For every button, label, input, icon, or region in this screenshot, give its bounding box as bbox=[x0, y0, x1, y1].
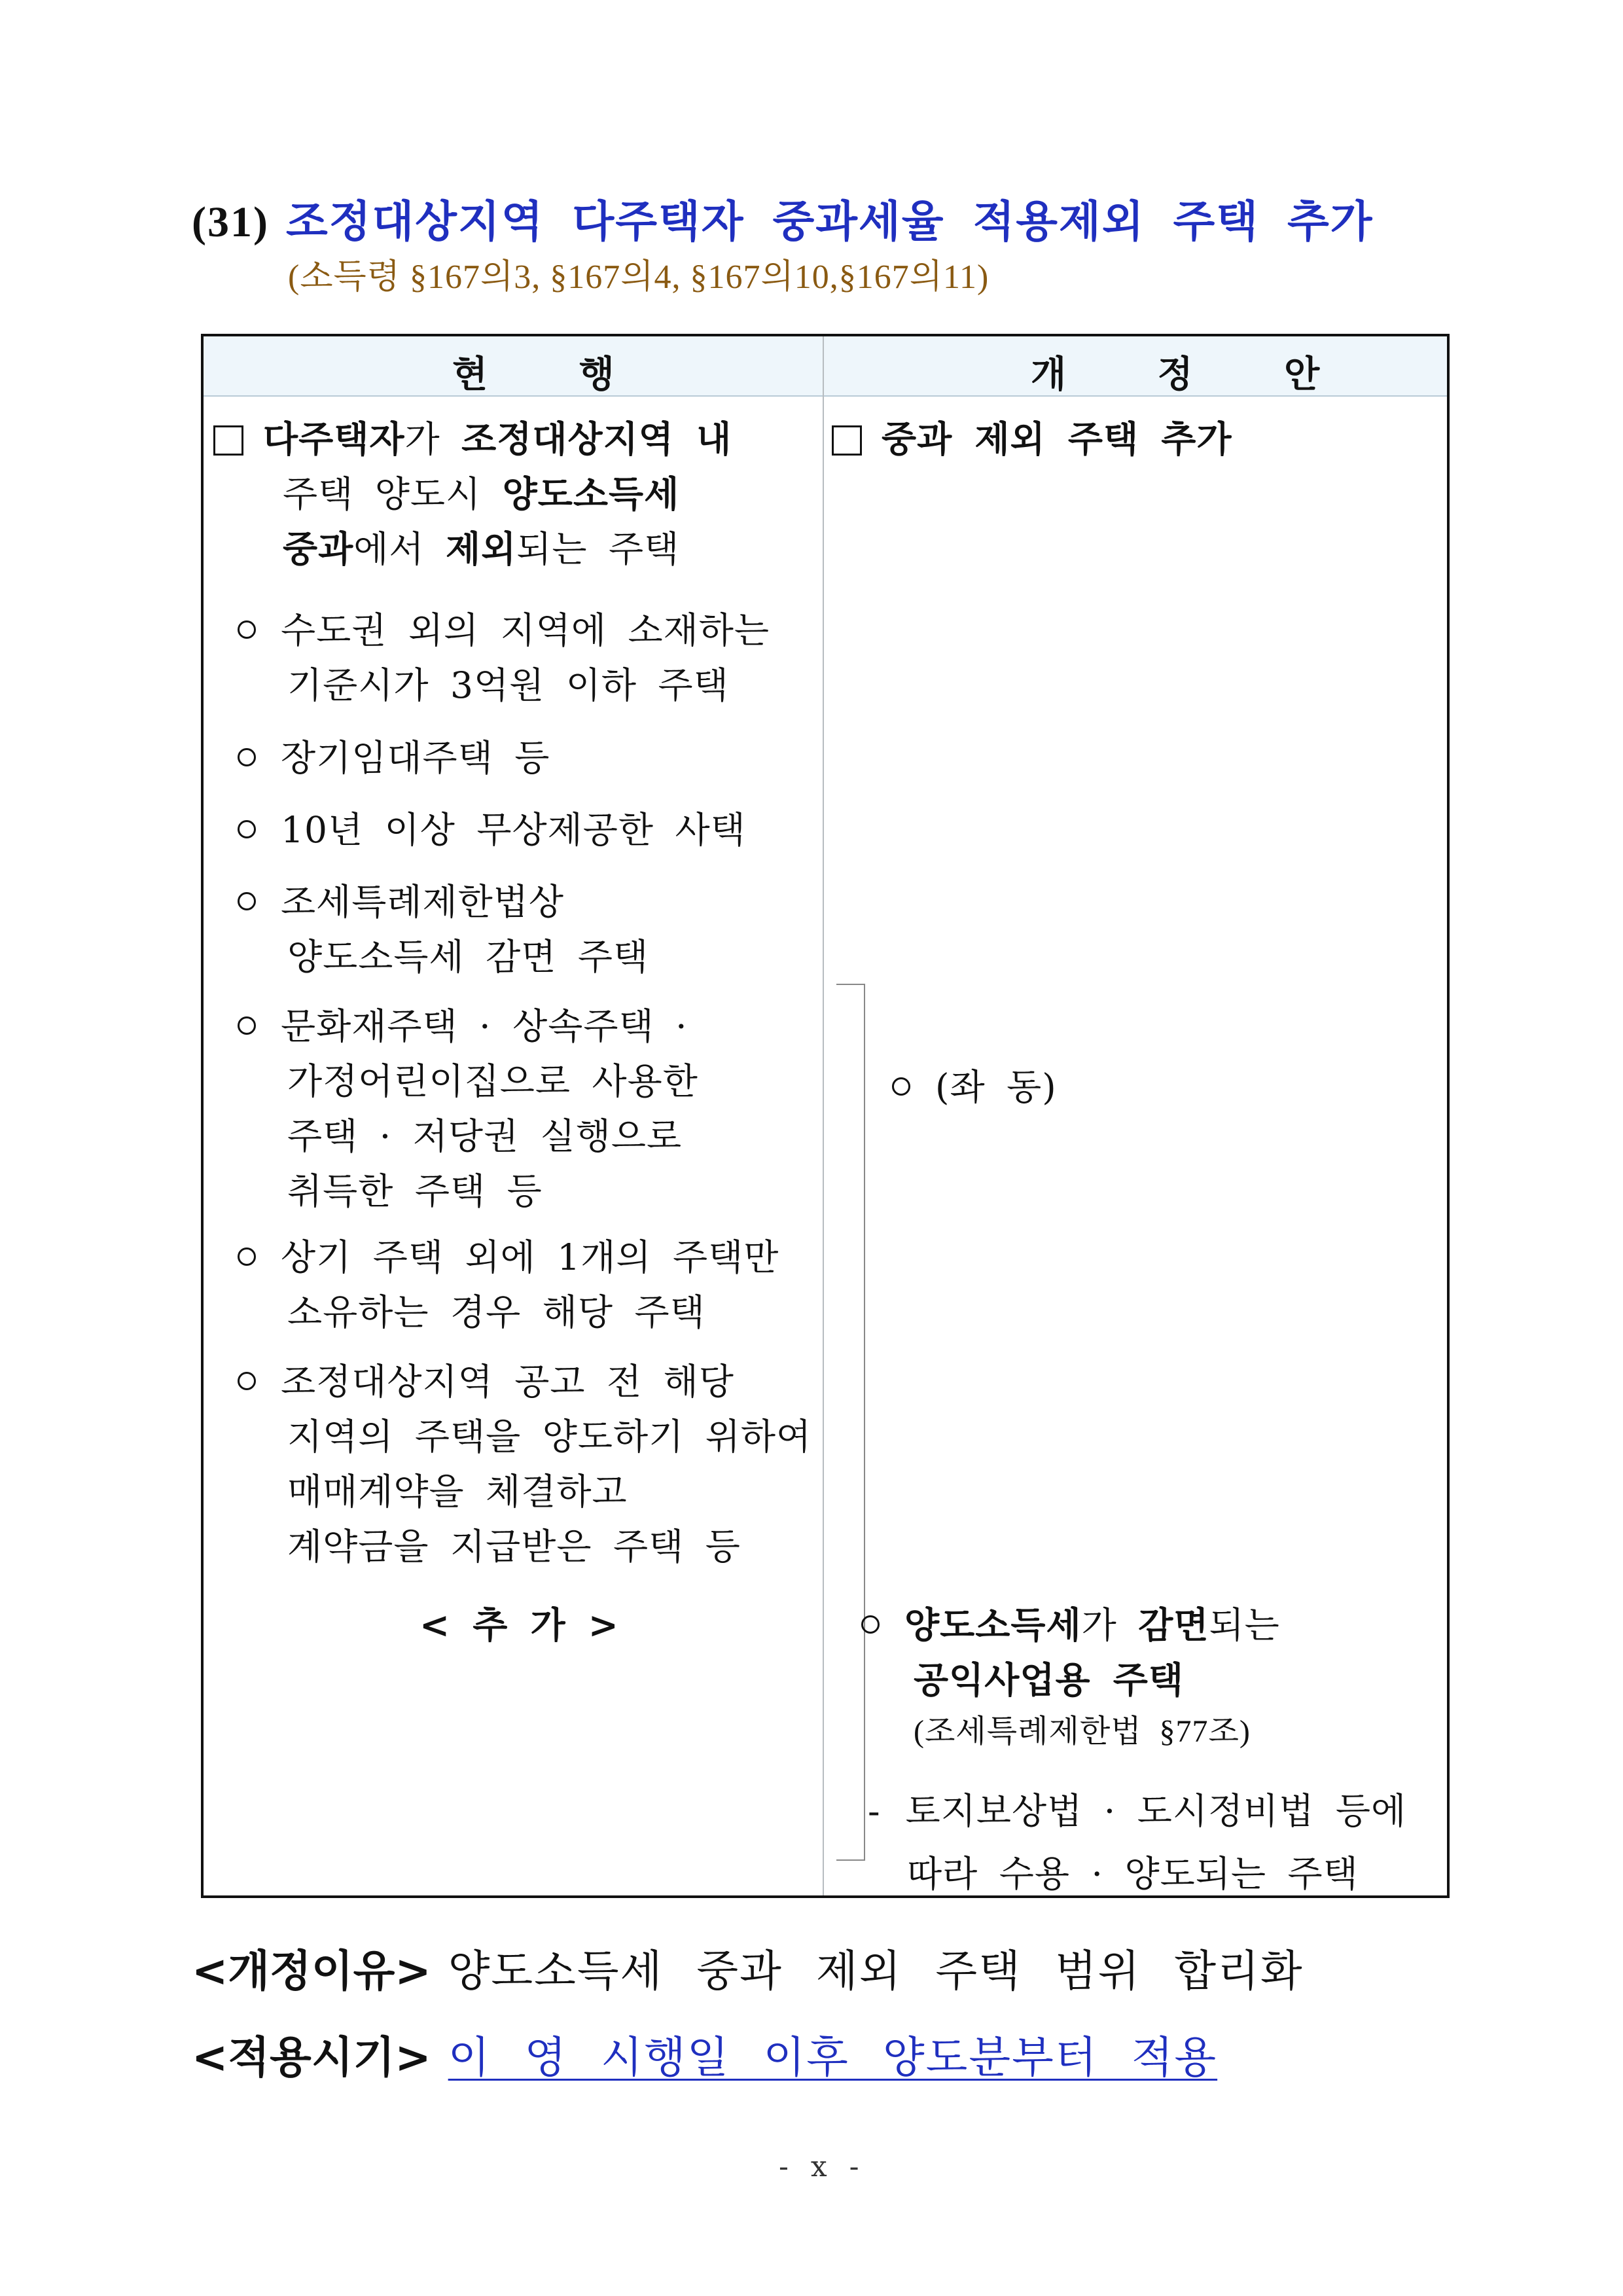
header-proposed: 개 정 안 bbox=[1031, 353, 1359, 396]
current-intro bbox=[213, 412, 732, 577]
proposed-new-item-ref: (조세특례제한법 §77조) bbox=[914, 1714, 1251, 1749]
effective-date bbox=[192, 2022, 1217, 2085]
proposed-new-item: 양도소득세가 감면되는 공익사업용 주택 bbox=[861, 1598, 1280, 1708]
reason-label: <개정이유> bbox=[192, 1946, 431, 1996]
amendment-reason bbox=[192, 1936, 1304, 1998]
section-number: (31) bbox=[192, 198, 269, 246]
header-current: 현 행 bbox=[452, 353, 654, 396]
circle-bullet-icon bbox=[238, 1016, 256, 1035]
comparison-table bbox=[201, 334, 1450, 1898]
circle-bullet-icon bbox=[238, 748, 256, 766]
circle-bullet-icon bbox=[892, 1077, 910, 1096]
proposed-same: (좌 동) bbox=[892, 1060, 1057, 1115]
current-intro-line2: 주택 양도시 양도소득세 bbox=[283, 473, 680, 515]
added-marker: < 추 가 > bbox=[419, 1604, 619, 1646]
proposed-intro: 중과 제외 주택 추가 bbox=[832, 412, 1232, 467]
circle-bullet-icon bbox=[861, 1615, 880, 1634]
same-items-bracket bbox=[836, 984, 865, 1861]
circle-bullet-icon bbox=[238, 1247, 256, 1266]
checkbox-square-icon bbox=[213, 425, 243, 456]
circle-bullet-icon bbox=[238, 620, 256, 639]
checkbox-square-icon bbox=[832, 425, 862, 456]
circle-bullet-icon bbox=[238, 892, 256, 910]
effective-label: <적용시기> bbox=[192, 2032, 431, 2083]
section-subtitle: (소득령 §167의3, §167의4, §167의10,§167의11) bbox=[288, 259, 990, 296]
circle-bullet-icon bbox=[238, 1372, 256, 1390]
current-item-4: 조세특례제한법상 양도소득세 감면 주택 bbox=[238, 874, 649, 984]
current-intro-line3: 중과에서 제외되는 주택 bbox=[283, 528, 680, 570]
current-item-2: 장기임대주택 등 bbox=[238, 730, 550, 785]
page-number: - x - bbox=[779, 2150, 866, 2183]
reason-text: 양도소득세 중과 제외 주택 범위 합리화 bbox=[448, 1946, 1304, 1996]
current-item-7: 조정대상지역 공고 전 해당 지역의 주택을 양도하기 위하여 매매계약을 체결하고 계약금을 지급받은 주택 등 bbox=[238, 1354, 812, 1574]
current-item-6: 상기 주택 외에 1개의 주택만 소유하는 경우 해당 주택 bbox=[238, 1230, 779, 1340]
effective-text: 이 영 시행일 이후 양도분부터 적용 bbox=[448, 2032, 1218, 2083]
proposed-new-item-detail: - 토지보상법 · 도시정비법 등에 따라 수용 · 양도되는 주택 bbox=[868, 1790, 1407, 1895]
current-item-5: 문화재주택 · 상속주택 · 가정어린이집으로 사용한 주택 · 저당권 실행으로 취득한 주택 등 bbox=[238, 999, 698, 1219]
circle-bullet-icon bbox=[238, 820, 256, 838]
current-intro-line1: 다주택자가 조정대상지역 내 bbox=[213, 412, 732, 467]
section-title bbox=[192, 187, 1374, 249]
column-divider bbox=[823, 336, 824, 1895]
section-title-text: 조정대상지역 다주택자 중과세율 적용제외 주택 추가 bbox=[285, 196, 1374, 247]
current-item-1: 수도권 외의 지역에 소재하는 기준시가 3억원 이하 주택 bbox=[238, 603, 770, 713]
current-item-3: 10년 이상 무상제공한 사택 bbox=[238, 802, 746, 857]
